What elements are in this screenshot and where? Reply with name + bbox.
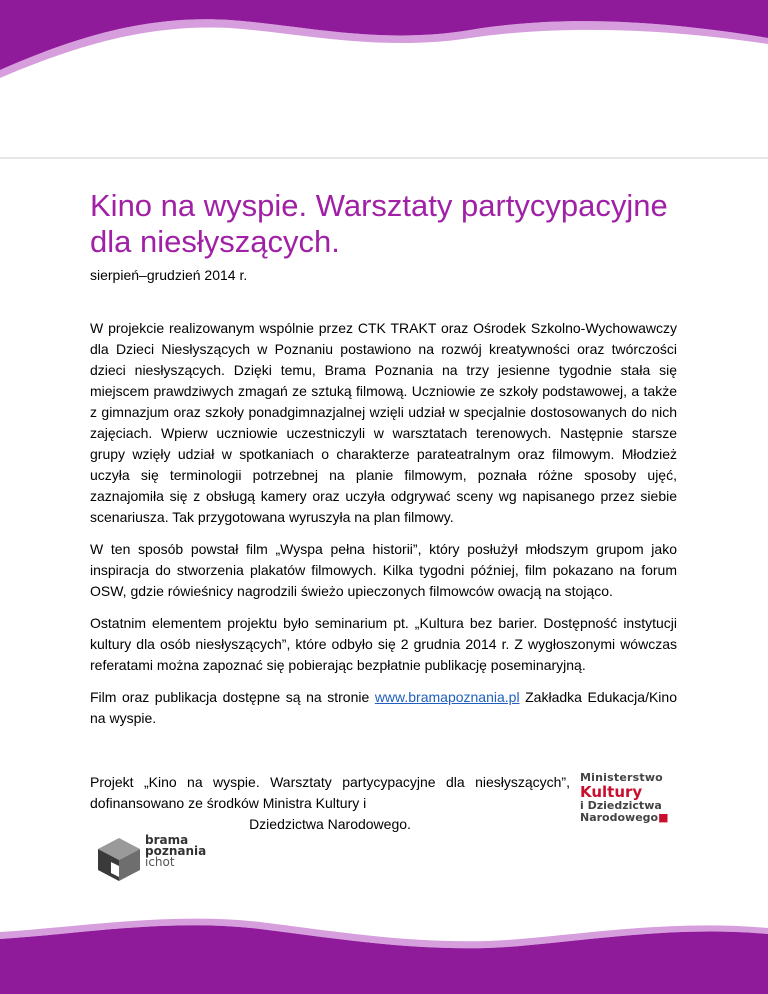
availability-text-end: Zakładka Edukacja/Kino na wyspie.	[90, 689, 677, 726]
paragraph-film: W ten sposób powstał film „Wyspa pełna historii”, który posłużył młodszym grupom jako inspiracja do stworzenia plakatów filmowych. Kilka tygodni później, film pokazano na forum OSW, gdzie rówieśnicy nagrodzili świeżo upieczonych filmowców owacją na stojąco.	[90, 541, 677, 599]
availability-text-start: Film oraz publikacja dostępne są na stronie	[90, 689, 375, 705]
website-link[interactable]: www.bramapoznania.pl	[374, 689, 520, 705]
brama-logo-line-3: ichot	[145, 855, 175, 869]
ministry-logo-dot-icon: ■	[658, 811, 669, 824]
ministry-logo-line-2: Kultury	[580, 783, 643, 801]
funding-note-main: Projekt „Kino na wyspie. Warsztaty partycypacyjne dla niesłyszących”, dofinansowano ze środków Ministra Kultury i	[90, 774, 570, 811]
header-divider	[0, 157, 768, 159]
paragraph-availability	[90, 687, 677, 729]
ministry-logo-line-1: Ministerstwo	[580, 771, 663, 784]
brama-logo-text	[145, 835, 206, 868]
brama-logo-line-2: poznania	[145, 844, 207, 858]
main-content	[90, 188, 677, 729]
title-line-2: dla niesłyszących.	[90, 224, 340, 259]
date-subtitle: sierpień–grudzień 2014 r.	[90, 267, 248, 283]
page-title	[90, 188, 677, 260]
ministry-logo-line-4: Narodowego	[580, 811, 659, 824]
funding-note-end: Dziedzictwa Narodowego.	[249, 816, 411, 832]
funding-note	[90, 772, 570, 835]
ministry-logo	[580, 772, 680, 824]
paragraph-intro: W projekcie realizowanym wspólnie przez CTK TRAKT oraz Ośrodek Szkolno-Wychowawczy dla Dzieci Niesłyszących w Poznaniu postawiono na rozwój kreatywności oraz twórczości dzieci niesłyszących. Dzięki temu, Brama Poznania na trzy jesienne tygodnie stała się miejscem prawdziwych zmagań ze sztuką filmową. Uczniowie ze szkoły podstawowej, a także z gimnazjum oraz szkoły ponadgimnazjalnej wzięli udział w specjalnie dostosowanych do nich zajęciach. Wpierw uczniowie uczestniczyli w warsztatach terenowych. Następnie starsze grupy wzięły udział w spotkaniach o charakterze parateatralnym oraz filmowym. Młodzież uczyła się terminologii potrzebnej na planie filmowym, poznała różne sposoby ujęć, zaznajomiła się z obsługą kamery oraz uczyła odgrywać sceny wg napisanego przez siebie scenariusza. Tak przygotowana wyruszyła na plan filmowy.	[90, 320, 677, 525]
title-line-1: Kino na wyspie. Warsztaty partycypacyjne	[90, 188, 668, 223]
paragraph-seminar: Ostatnim elementem projektu było seminarium pt. „Kultura bez barier. Dostępność instytucji kultury dla osób niesłyszących”, które odbyło się 2 grudnia 2014 r. Z wygłoszonymi wówczas referatami można zapoznać się pobierając bezpłatnie publikację poseminaryjną.	[90, 615, 677, 673]
brama-logo-line-1: brama	[145, 833, 189, 847]
brama-poznania-logo	[95, 835, 215, 885]
top-decorative-band	[0, 0, 768, 160]
brama-cube-icon	[95, 835, 143, 883]
ministry-logo-line-4-wrap	[580, 812, 680, 824]
bottom-decorative-band	[0, 894, 768, 994]
ministry-logo-line-3: i Dziedzictwa	[580, 799, 662, 812]
